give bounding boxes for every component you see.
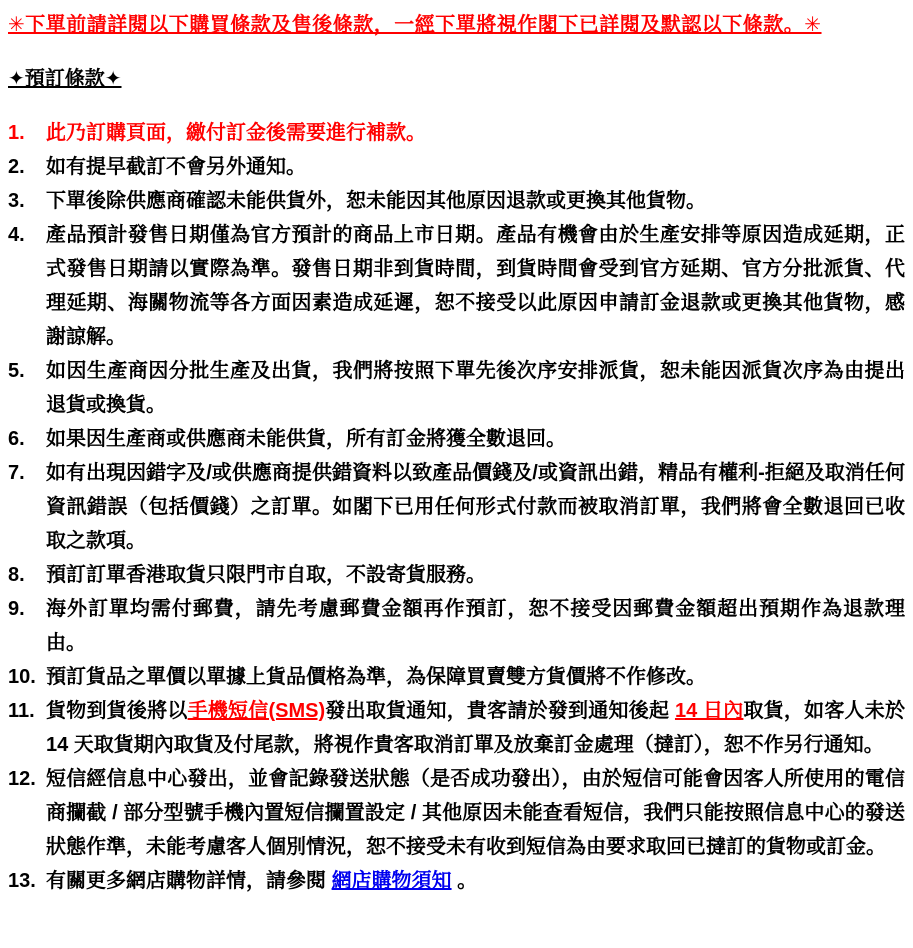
term-item-9 xyxy=(8,592,905,660)
term-item-12 xyxy=(8,762,905,864)
term-item-4 xyxy=(8,218,905,354)
text-run: 14 日內 xyxy=(674,700,744,722)
text-run: 下單後除供應商確認未能供貨外，恕未能因其他原因退款或更換其他貨物。 xyxy=(46,190,706,212)
term-item-3 xyxy=(8,184,905,218)
text-run: 發出取貨通知，貴客請於發到通知後起 xyxy=(325,700,675,722)
term-item-2 xyxy=(8,150,905,184)
term-number: 7. xyxy=(8,462,25,484)
text-run: 貨物到貨後將以 xyxy=(46,700,188,722)
term-item-1 xyxy=(8,116,905,150)
term-number: 11. xyxy=(8,700,35,722)
text-run: 手機短信(SMS) xyxy=(187,700,326,722)
term-text xyxy=(46,558,905,592)
text-run: 預訂貨品之單價以單據上貨品價格為準，為保障買賣雙方貨價將不作修改。 xyxy=(46,666,706,688)
terms-list xyxy=(8,116,905,898)
text-run: 。 xyxy=(451,870,478,892)
text-run: 如有提早截訂不會另外通知。 xyxy=(46,156,306,178)
term-number: 10. xyxy=(8,666,36,688)
term-item-6 xyxy=(8,422,905,456)
term-text xyxy=(46,864,905,898)
text-run: 取貨，如客人未於 14 天取貨期內取貨及付尾款，將視作貴客取消訂單及放棄訂金處理（撻訂），恕不作另行通知。 xyxy=(46,700,906,756)
term-item-11 xyxy=(8,694,905,762)
term-number: 3. xyxy=(8,190,25,212)
text-run: 海外訂單均需付郵費，請先考慮郵費金額再作預訂，恕不接受因郵費金額超出預期作為退款理由。 xyxy=(46,598,905,654)
text-run: 如因生產商因分批生產及出貨，我們將按照下單先後次序安排派貨，恕未能因派貨次序為由提出退貨或換貨。 xyxy=(46,360,905,416)
preorder-terms-title: ✦預訂條款✦ xyxy=(8,68,122,90)
text-run: 有關更多網店購物詳情，請參閱 xyxy=(46,870,332,892)
text-run: 此乃訂購頁面，繳付訂金後需要進行補款。 xyxy=(46,122,426,144)
term-number: 2. xyxy=(8,156,25,178)
term-text xyxy=(46,354,905,422)
text-run: 產品預計發售日期僅為官方預計的商品上市日期。產品有機會由於生產安排等原因造成延期，正式發售日期請以實際為準。發售日期非到貨時間，到貨時間會受到官方延期、官方分批派貨、代理延期、海關物流等各方面因素造成延遲，恕不接受以此原因申請訂金退款或更換其他貨物，感謝諒解。 xyxy=(46,224,905,348)
term-text xyxy=(46,218,905,354)
term-item-13 xyxy=(8,864,905,898)
text-run: 預訂訂單香港取貨只限門市自取，不設寄貨服務。 xyxy=(46,564,486,586)
shop-guide-link[interactable]: 網店購物須知 xyxy=(331,870,452,892)
term-text xyxy=(46,116,905,150)
term-text xyxy=(46,456,905,558)
term-text xyxy=(46,184,905,218)
term-text xyxy=(46,150,905,184)
term-text xyxy=(46,422,905,456)
term-text xyxy=(46,592,905,660)
term-text xyxy=(46,762,905,864)
term-number: 1. xyxy=(8,122,25,144)
term-number: 4. xyxy=(8,224,25,246)
purchase-notice-heading: ✳下單前請詳閱以下購買條款及售後條款，一經下單將視作閣下已詳閱及默認以下條款。✳ xyxy=(8,14,822,36)
text-run: 短信經信息中心發出，並會記錄發送狀態（是否成功發出），由於短信可能會因客人所使用的電信商攔截 / 部分型號手機內置短信攔置設定 / 其他原因未能查看短信，我們只能按照信息中心的發送狀態作準，未能考慮客人個別情況，恕不接受未有收到短信為由要求取回已撻訂的貨物或訂金。 xyxy=(46,768,905,858)
term-item-10 xyxy=(8,660,905,694)
text-run: 如有出現因錯字及/或供應商提供錯資料以致產品價錢及/或資訊出錯，精品有權利-拒絕及取消任何資訊錯誤（包括價錢）之訂單。如閣下已用任何形式付款而被取消訂單，我們將會全數退回已收取之款項。 xyxy=(46,462,905,552)
term-item-7 xyxy=(8,456,905,558)
term-text xyxy=(46,660,905,694)
term-number: 9. xyxy=(8,598,25,620)
term-item-8 xyxy=(8,558,905,592)
term-number: 6. xyxy=(8,428,25,450)
term-text xyxy=(46,694,905,762)
term-number: 12. xyxy=(8,768,36,790)
term-item-5 xyxy=(8,354,905,422)
text-run: 如果因生產商或供應商未能供貨，所有訂金將獲全數退回。 xyxy=(46,428,566,450)
term-number: 13. xyxy=(8,870,36,892)
term-number: 8. xyxy=(8,564,25,586)
term-number: 5. xyxy=(8,360,25,382)
